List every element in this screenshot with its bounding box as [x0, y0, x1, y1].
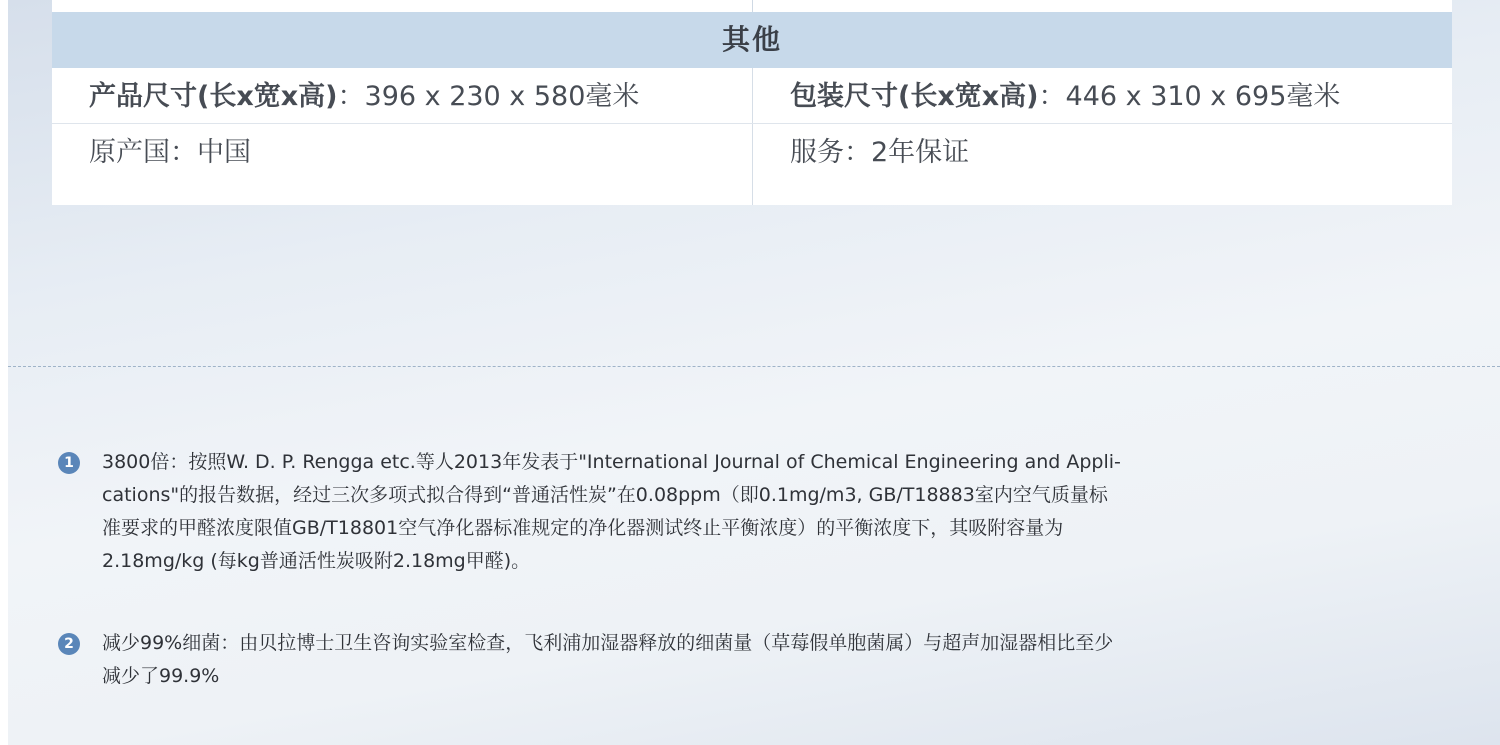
- dashed-divider: [8, 366, 1500, 367]
- footnote-number-badge: 2: [58, 633, 80, 655]
- table-row: [52, 68, 1452, 124]
- footnote: [58, 446, 1428, 578]
- cell-separator: ：: [844, 137, 871, 168]
- cell-value: 中国: [197, 137, 251, 168]
- footnote-line: 准要求的甲醛浓度限值GB/T18801空气净化器标准规定的净化器测试终止平衡浓度）的平衡浓度下，其吸附容量为: [102, 517, 1064, 539]
- footnote-line: 减少了99.9%: [102, 665, 220, 687]
- footnote-line: 减少99%细菌：由贝拉博士卫生咨询实验室检查，飞利浦加湿器释放的细菌量（草莓假单胞菌属）与超声加湿器相比至少: [102, 632, 1114, 654]
- cell-separator: ：: [1038, 81, 1066, 112]
- section-header: 其他: [52, 12, 1452, 68]
- footnote: [58, 627, 1428, 693]
- spec-table: [52, 0, 1452, 205]
- cell-value: 446 x 310 x 695毫米: [1065, 81, 1341, 112]
- cell-label: 产品尺寸(长x宽x高): [89, 81, 338, 112]
- cell-value: 2年保证: [871, 137, 970, 168]
- table-top-strip: [52, 0, 1452, 12]
- column-divider: [752, 0, 753, 12]
- service-cell: [790, 124, 969, 180]
- footnote-number-badge: 1: [58, 452, 80, 474]
- footnote-text: [102, 627, 1428, 693]
- cell-label: 原产国: [89, 137, 170, 168]
- cell-separator: ：: [170, 137, 197, 168]
- cell-label: 包装尺寸(长x宽x高): [790, 81, 1039, 112]
- table-row: [52, 124, 1452, 205]
- cell-separator: ：: [337, 81, 365, 112]
- product-size-cell: [89, 68, 639, 124]
- package-size-cell: [790, 68, 1340, 124]
- origin-country-cell: [89, 124, 251, 180]
- cell-value: 396 x 230 x 580毫米: [364, 81, 640, 112]
- footnote-line: cations"的报告数据，经过三次多项式拟合得到“普通活性炭”在0.08ppm（即0.1mg/m3, GB/T18883室内空气质量标: [102, 484, 1108, 506]
- footnote-line: 2.18mg/kg (每kg普通活性炭吸附2.18mg甲醛)。: [102, 550, 531, 572]
- footnote-text: [102, 446, 1428, 578]
- cell-label: 服务: [790, 137, 844, 168]
- footnote-line: 3800倍：按照W. D. P. Rengga etc.等人2013年发表于"International Journal of Chemical Engineering and Appli-: [102, 451, 1121, 473]
